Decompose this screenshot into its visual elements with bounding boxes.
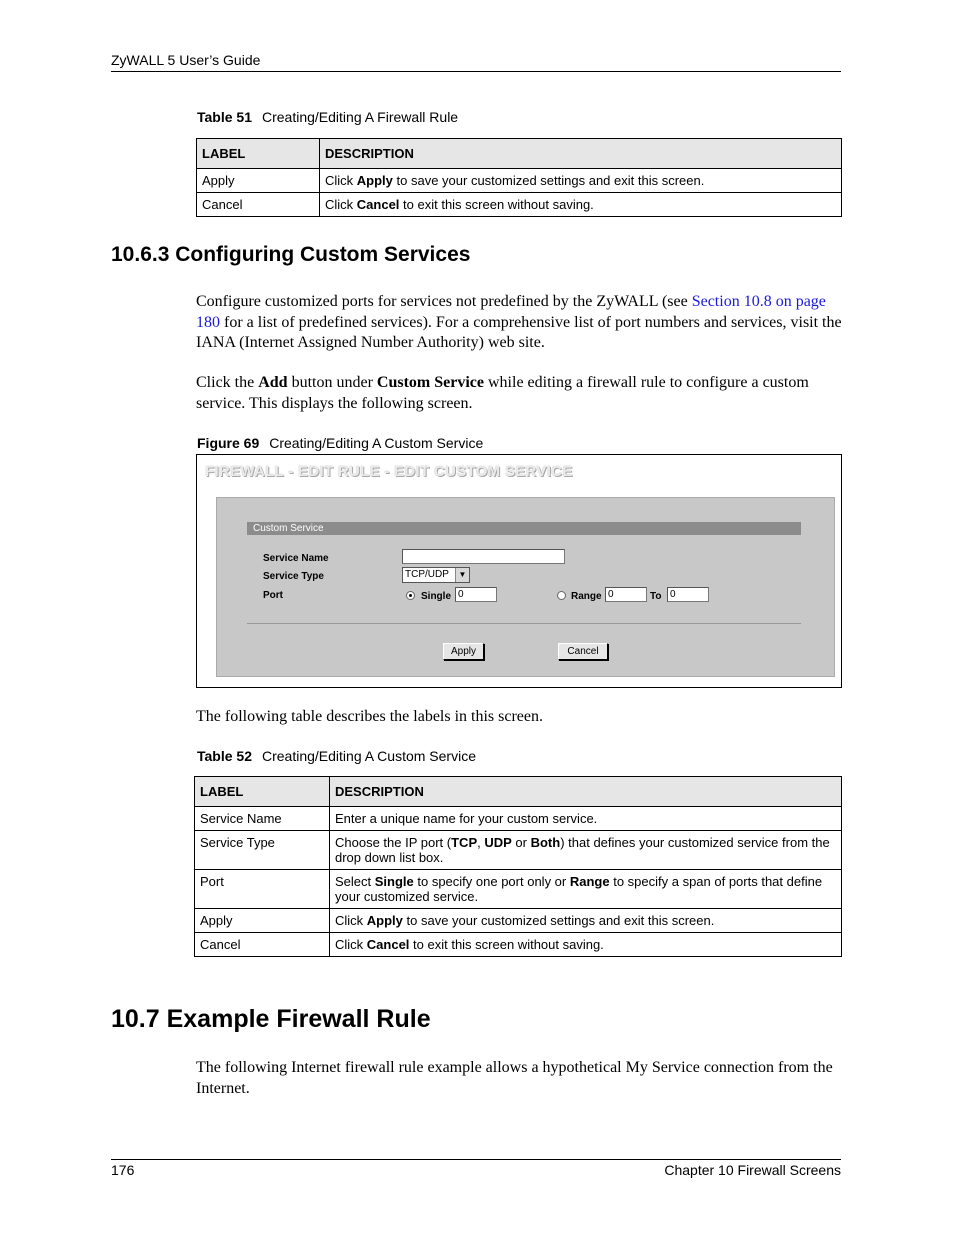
- port-label: Port: [263, 590, 283, 601]
- table52-header-desc: DESCRIPTION: [330, 777, 842, 807]
- table52-row5-label: Cancel: [195, 933, 330, 957]
- table-row: [197, 169, 842, 193]
- table-row: [195, 831, 842, 870]
- table52-caption-num: Table 52: [197, 748, 252, 764]
- service-name-input[interactable]: [402, 549, 565, 564]
- table52-row3-desc: Select Single to specify one port only or Range to specify a span of ports that define your customized service.: [330, 870, 842, 909]
- figure69-caption-text: Creating/Editing A Custom Service: [269, 435, 484, 451]
- table52-caption-text: Creating/Editing A Custom Service: [262, 748, 476, 764]
- following-text: The following table describes the labels in this screen.: [196, 708, 544, 725]
- guide-title: ZyWALL 5 User’s Guide: [111, 52, 261, 68]
- section-paragraph-1: Configure customized ports for services not predefined by the ZyWALL (see Section 10.8 on page 180 for a list of predefined services). For a comprehensive list of port numbers and services, visit the IANA (Internet Assigned Number Authority) web site.: [196, 293, 842, 351]
- range-radio[interactable]: [557, 591, 566, 600]
- table-row: [195, 807, 842, 831]
- section-heading-10-6-3: 10.6.3 Configuring Custom Services: [111, 243, 471, 266]
- range-label: Range: [571, 591, 602, 602]
- figure69-screenshot: [196, 454, 842, 688]
- table52-row4-label: Apply: [195, 909, 330, 933]
- panel-title: Custom Service: [247, 522, 801, 535]
- range-start-input[interactable]: 0: [605, 587, 647, 602]
- chevron-down-icon: ▼: [455, 568, 469, 582]
- page-number: 176: [111, 1162, 135, 1178]
- screen-title: FIREWALL - EDIT RULE - EDIT CUSTOM SERVICE: [205, 463, 573, 480]
- table52-row2-label: Service Type: [195, 831, 330, 870]
- table51: [196, 138, 842, 217]
- custom-service-panel: [216, 497, 835, 677]
- footer-rule: [111, 1159, 841, 1160]
- section-link[interactable]: Section 10.8 on page 180: [196, 293, 826, 331]
- header-rule: [111, 71, 841, 72]
- table-row: [195, 870, 842, 909]
- table52: [194, 776, 842, 957]
- range-end-input[interactable]: 0: [667, 587, 709, 602]
- table51-row1-desc: Click Apply to save your customized settings and exit this screen.: [320, 169, 842, 193]
- table51-row1-label: Apply: [197, 169, 320, 193]
- table51-caption-num: Table 51: [197, 109, 252, 125]
- table51-header-label: LABEL: [197, 139, 320, 169]
- table52-row5-desc: Click Cancel to exit this screen without saving.: [330, 933, 842, 957]
- table52-header-label: LABEL: [195, 777, 330, 807]
- table52-row4-desc: Click Apply to save your customized settings and exit this screen.: [330, 909, 842, 933]
- table51-row2-desc: Click Cancel to exit this screen without saving.: [320, 193, 842, 217]
- table52-row1-desc: Enter a unique name for your custom service.: [330, 807, 842, 831]
- table52-row1-label: Service Name: [195, 807, 330, 831]
- table51-row2-label: Cancel: [197, 193, 320, 217]
- table-row: [197, 193, 842, 217]
- single-label: Single: [421, 591, 452, 602]
- section-paragraph-2: Click the Add button under Custom Service while editing a firewall rule to configure a custom service. This displays the following screen.: [196, 374, 809, 412]
- table-row: [195, 909, 842, 933]
- table52-row3-label: Port: [195, 870, 330, 909]
- section-heading-10-7: 10.7 Example Firewall Rule: [111, 1005, 431, 1033]
- figure69-caption-num: Figure 69: [197, 435, 260, 451]
- table52-row2-desc: Choose the IP port (TCP, UDP or Both) that defines your customized service from the drop down list box.: [330, 831, 842, 870]
- to-label: To: [650, 591, 662, 602]
- service-type-label: Service Type: [263, 571, 324, 582]
- table52-caption: [197, 748, 476, 764]
- cancel-button[interactable]: Cancel: [558, 643, 608, 660]
- figure69-caption: [197, 435, 483, 451]
- table-row: [195, 933, 842, 957]
- chapter-title: Chapter 10 Firewall Screens: [664, 1162, 841, 1178]
- apply-button[interactable]: Apply: [443, 643, 484, 660]
- table51-caption-text: Creating/Editing A Firewall Rule: [262, 109, 459, 125]
- divider: [247, 623, 801, 624]
- section-10-7-paragraph: The following Internet firewall rule example allows a hypothetical My Service connection from the Internet.: [196, 1059, 833, 1097]
- single-radio[interactable]: [406, 591, 415, 600]
- service-type-value: TCP/UDP: [405, 569, 449, 580]
- table51-header-desc: DESCRIPTION: [320, 139, 842, 169]
- service-name-label: Service Name: [263, 553, 329, 564]
- service-type-select[interactable]: [402, 567, 470, 583]
- single-port-input[interactable]: 0: [455, 587, 497, 602]
- table51-caption: [197, 109, 458, 125]
